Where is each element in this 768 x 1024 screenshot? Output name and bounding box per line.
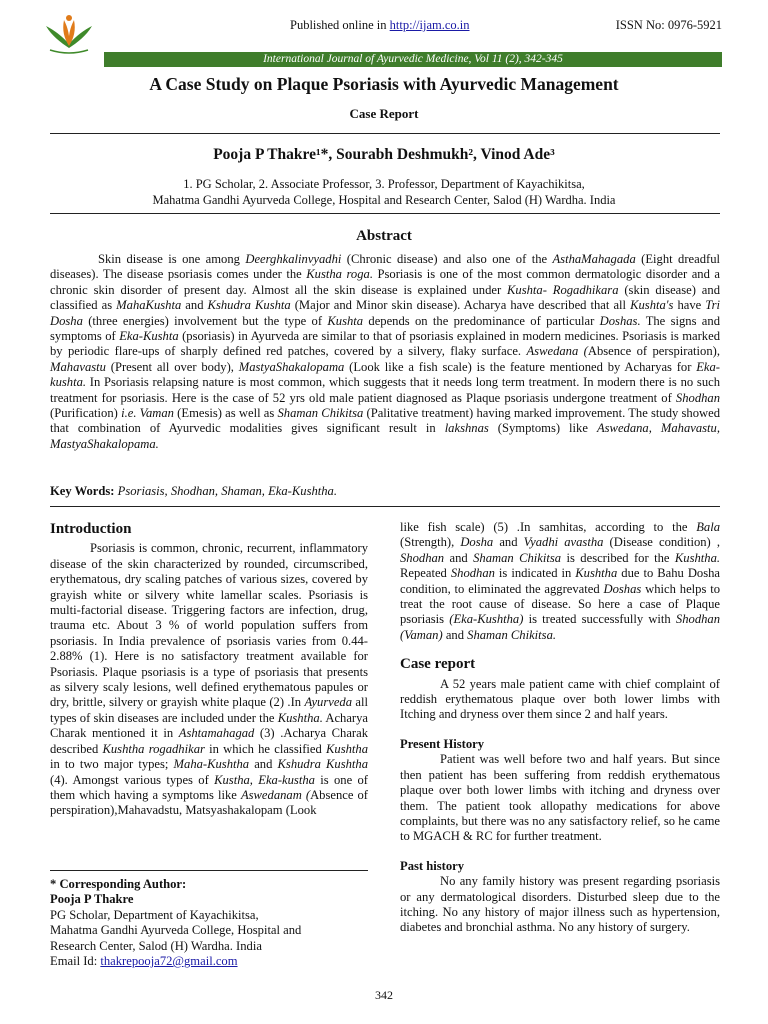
introduction-continued: like fish scale) (5) .In samhitas, according to the Bala (Strength), Dosha and Vyadhi avastha (Disease condition) , Shodhan and Shaman Chikitsa is described for the Kushtha. Repeated Shodhan is indicated in Kushtha due to Bahu Dosha condition, to eliminated the aggrevated Doshas which helps to treat the root cause of disease. So here a case of Plaque psoriasis (Eka-Kushtha) is treated successfully with Shodhan (Vaman) and Shaman Chikitsa. xyxy=(400,520,721,642)
keywords-value: Psoriasis, Shodhan, Shaman, Eka-Kushtha. xyxy=(117,484,338,498)
article-type: Case Report xyxy=(349,106,419,121)
past-history-body: No any family history was present regarding psoriasis or any dermatological disorders. Disturbed sleep due to the itching. No any history of major illness such as hypertension, diabetes and bronchial asthma. No any history of surgery. xyxy=(400,874,720,935)
introduction-body: Psoriasis is common, chronic, recurrent, inflammatory disease of the skin characterized by rounded, circumscribed, erythematous, dry scaling patches of various sizes, covered by grayish white or silvery white lamellar scales. Psoriasis is multi-factorial disease. Triggering factors are infection, drug, trauma etc. About 3 % of world population suffers from psoriasis. In India prevalence of psoriasis varies from 0.44- 2.88% (1). Here is no satisfactory treatment available for Psoriasis. Plaque psoriasis is a type of psoriasis that presents as silvery scaly lesions, well defined erythematous papules or dry, brittle, silvery or grayish white plaque (2) .In Ayurveda all types of skin diseases are included under the Kushtha. Acharya Charak mentioned it in Ashtamahagad (3) .Acharya Charak described Kushtha rogadhikar in which he classified Kushtha in to two major types; Maha-Kushtha and Kshudra Kushtha (4). Amongst various types of Kustha, Eka-kustha is one of them which having a symptoms like Aswedanam (Absence of perspiration),Mahavadstu, Matsyashakalopam (Look xyxy=(50,541,369,818)
right-column xyxy=(400,520,720,936)
published-label: Published online in xyxy=(290,18,390,32)
abstract-body: Skin disease is one among Deerghkalinvyadhi (Chronic disease) and also one of the AsthaMahagada (Eight dreadful diseases). The disease psoriasis comes under the Kustha roga. Psoriasis is one of the most common dermatologic disorder and a chronic skin disorder of present day. Almost all the skin disease is explained under Kushta- Rogadhikara (skin disease) and classified as MahaKushta and Kshudra Kushta (Major and Minor skin disease). Acharya have described that all Kushta's have Tri Dosha (three energies) involvement but the type of Kushta depends on the predominance of particular Doshas. The signs and symptoms of Eka-Kushta (psoriasis) in Ayurveda are similar to that of psoriasis explained in modern medicines. Psoriasis is marked by periodic flare-ups of sharply defined red patches, covered by a silvery, flaky surface. Aswedana (Absence of perspiration), Mahavastu (Present all over body), MastyaShakalopama (Look like a fish scale) is the feature mentioned by Acharyas for Eka-kushta. In Psoriasis relapsing nature is most common, which suggests that it needs long term treatment. In modern there is no such treatment for psoriasis. Here is the case of 52 yrs old male patient diagnosed as Plaque psoriasis undergone treatment of Shodhan (Purification) i.e. Vaman (Emesis) as well as Shaman Chikitsa (Palitative treatment) having marked improvement. The study showed that combination of Ayurvedic modalities gives significant result in lakshnas (Symptoms) like Aswedana, Mahavastu, MastyaShakalopama. xyxy=(50,252,720,451)
keywords xyxy=(50,484,720,499)
email-row xyxy=(50,954,368,969)
paper-title: A Case Study on Plaque Psoriasis with Ayurvedic Management xyxy=(149,74,619,94)
published-online xyxy=(290,18,470,33)
case-report-heading: Case report xyxy=(400,656,476,673)
present-history-heading: Present History xyxy=(400,736,485,751)
corresponding-author-box xyxy=(50,870,368,969)
corresponding-line-1: PG Scholar, Department of Kayachikitsa, xyxy=(50,907,259,922)
divider xyxy=(50,506,720,507)
divider xyxy=(50,213,720,214)
keywords-label: Key Words: xyxy=(50,484,115,498)
corresponding-label: * Corresponding Author: xyxy=(50,877,187,891)
left-column xyxy=(50,522,368,819)
journal-banner: International Journal of Ayurvedic Medicine, Vol 11 (2), 342-345 xyxy=(104,52,722,67)
past-history-heading: Past history xyxy=(400,858,465,873)
case-report-body: A 52 years male patient came with chief complaint of reddish erythematous plaque over both lower limbs with Itching and dryness over them since 2 and half years. xyxy=(400,676,720,722)
journal-url-link[interactable]: http://ijam.co.in xyxy=(389,18,470,32)
affiliations xyxy=(0,176,768,208)
present-history-body: Patient was well before two and half years. But since then patient has been suffering from reddish erythematous plaque over both lower limbs with itching and dryness over them. The patient took allopathy medications for above complaints, but there was no any satisfactory relief, so he came to MGACH & RC for further treatment. xyxy=(400,752,720,844)
logo-icon xyxy=(40,12,98,56)
issn: ISSN No: 0976-5921 xyxy=(615,18,722,32)
corresponding-line-3: Research Center, Salod (H) Wardha. India xyxy=(50,938,262,953)
email-link[interactable]: thakrepooja72@gmail.com xyxy=(100,954,238,969)
journal-logo xyxy=(40,12,98,56)
introduction-heading: Introduction xyxy=(50,521,132,537)
email-label: Email Id: xyxy=(50,954,101,969)
corresponding-name: Pooja P Thakre xyxy=(50,892,134,907)
corresponding-line-2: Mahatma Gandhi Ayurveda College, Hospital and xyxy=(50,923,302,938)
page-number: 342 xyxy=(375,988,393,1002)
authors: Pooja P Thakre¹*, Sourabh Deshmukh², Vinod Ade³ xyxy=(213,146,555,163)
divider xyxy=(50,133,720,134)
affiliation-line-1: 1. PG Scholar, 2. Associate Professor, 3. Professor, Department of Kayachikitsa, xyxy=(183,177,585,191)
abstract-heading: Abstract xyxy=(356,228,412,244)
affiliation-line-2: Mahatma Gandhi Ayurveda College, Hospital and Research Center, Salod (H) Wardha. India xyxy=(152,193,616,207)
